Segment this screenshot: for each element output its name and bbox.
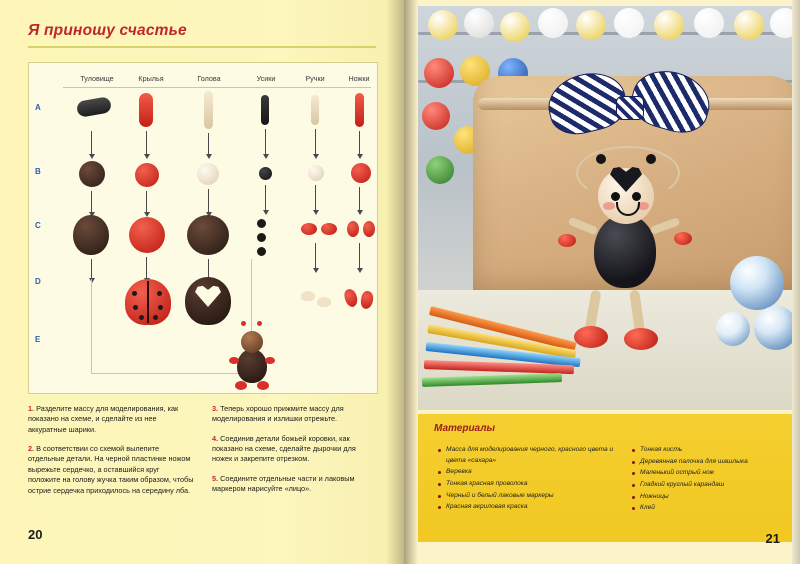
abacus-bead <box>500 12 530 42</box>
clay-piece-legs-a <box>355 93 364 127</box>
instruction-step-2-text: В соответствии со схемой вылепите отдельные детали. На черной пластинке ножом вырежьте сердечко, а оставшийся круг положите на голову жучка таким образом, чтобы острие сердечка приходилось на середину лба. <box>28 444 194 495</box>
clay-ball-head-b <box>197 163 219 185</box>
ladybug-eye-left <box>611 192 620 201</box>
title-divider <box>28 46 376 48</box>
ladybug-foot-right <box>624 328 658 350</box>
abacus-bead <box>464 8 494 38</box>
schema-column-header-body: Туловище <box>80 74 114 83</box>
schema-arrow-wings-ab <box>146 131 147 155</box>
instruction-step-5 <box>212 474 378 495</box>
instruction-step-4-text: Соединив детали божьей коровки, как показано на схеме, сделайте дырочки для ножек и закрепите отрезком. <box>212 433 356 464</box>
schema-column-header-legs: Ножки <box>348 74 370 83</box>
ladybug-body <box>594 214 656 288</box>
materials-column-1 <box>438 445 618 514</box>
clay-ball-wings-b <box>135 163 159 187</box>
ladybug-foot-left <box>574 326 608 348</box>
clay-shape-antennae-c3 <box>257 247 266 256</box>
abacus-bead <box>614 8 644 38</box>
clay-shape-antennae-c2 <box>257 233 266 242</box>
materials-box <box>418 414 800 542</box>
materials-column-2 <box>632 445 800 515</box>
right-page <box>404 0 800 564</box>
bow-knot <box>616 96 644 120</box>
clay-shape-legs-c2 <box>363 221 375 237</box>
final-figure-head <box>241 331 263 353</box>
material-item: Клей <box>632 503 800 514</box>
instruction-step-1-number: 1. <box>28 404 35 413</box>
material-item: Тонкая кисть <box>632 445 800 456</box>
wing-dot-2 <box>133 305 138 310</box>
material-item: Маленький острый нож <box>632 468 800 479</box>
glass-marble <box>730 256 784 310</box>
schema-arrow-head-ab <box>208 133 209 155</box>
schema-arrow-head-bc <box>208 189 209 213</box>
final-figure-antenna-right <box>257 321 262 326</box>
schema-route-vertical-right <box>251 259 252 333</box>
instruction-step-3-text: Теперь хорошо прижмите массу для моделирования и излишки отрежьте. <box>212 404 344 424</box>
glass-marble <box>716 312 750 346</box>
clay-piece-arms-a <box>311 95 319 125</box>
page-edge <box>792 0 800 564</box>
abacus-bead <box>538 8 568 38</box>
schema-arrow-arms-cd <box>315 243 316 269</box>
final-figure-antenna-left <box>241 321 246 326</box>
material-item: Ножницы <box>632 492 800 503</box>
schema-column-header-head: Голова <box>197 74 221 83</box>
instruction-step-3-number: 3. <box>212 404 219 413</box>
ladybug-antenna-right <box>646 154 656 164</box>
abacus-bead <box>428 10 458 40</box>
materials-title: Материалы <box>434 423 495 434</box>
instruction-step-5-number: 5. <box>212 473 219 483</box>
schema-route-horizontal <box>91 373 251 374</box>
abacus-bead <box>422 102 450 130</box>
abacus-bead <box>734 10 764 40</box>
clay-shape-arms-d2 <box>317 297 331 307</box>
schema-row-label-c: C <box>35 221 41 230</box>
ladybug-hand-right <box>674 232 692 245</box>
material-item: Красная акриловая краска <box>438 502 618 513</box>
abacus-bead <box>694 8 724 38</box>
ladybug-cheek-left <box>603 202 615 210</box>
clay-shape-arms-c1 <box>301 223 317 235</box>
schema-header-rule <box>63 87 371 88</box>
material-item: Тонкая красная проволока <box>438 479 618 490</box>
schema-arrow-body-cd <box>91 259 92 279</box>
wing-dot-1 <box>132 291 137 296</box>
schema-column-header-antennae: Усики <box>256 74 276 83</box>
clay-shape-legs-c1 <box>347 221 359 237</box>
schema-arrow-legs-bc <box>359 187 360 211</box>
instructions-column-right <box>212 404 378 504</box>
material-item: Черный и белый лаковые маркеры <box>438 491 618 502</box>
clay-piece-head-a <box>204 91 213 129</box>
clay-shape-wings-c <box>129 217 165 253</box>
instruction-step-4 <box>212 434 378 465</box>
clay-ball-body-b <box>79 161 105 187</box>
clay-shape-antennae-c1 <box>257 219 266 228</box>
wing-dot-5 <box>158 305 163 310</box>
material-item: Масса для моделирования черного, красного цвета и цвета «сахара» <box>438 445 618 466</box>
clay-ball-legs-b <box>351 163 371 183</box>
schema-row-label-e: E <box>35 335 41 344</box>
page-number-right: 21 <box>765 531 780 546</box>
clay-ball-arms-b <box>308 165 324 181</box>
abacus-bead <box>654 10 684 40</box>
project-photograph <box>418 6 800 410</box>
schema-column-header-arms: Ручки <box>305 74 325 83</box>
ladybug-hand-left <box>558 234 576 247</box>
clay-shape-head-c <box>187 215 229 255</box>
schema-arrow-body-ab <box>91 131 92 155</box>
schema-row-label-d: D <box>35 277 41 286</box>
schema-arrow-body-bc <box>91 191 92 213</box>
schema-column-header-wings: Крылья <box>138 74 164 83</box>
instructions-column-left <box>28 404 194 505</box>
schema-arrow-legs-cd <box>359 243 360 269</box>
clay-piece-body-a <box>76 96 112 118</box>
wing-dot-4 <box>157 291 162 296</box>
clay-shape-body-c <box>73 215 109 255</box>
instruction-step-4-number: 4. <box>212 433 219 443</box>
instruction-step-2-number: 2. <box>28 444 35 454</box>
instruction-step-3 <box>212 404 378 425</box>
page-title: Я приношу счастье <box>28 22 187 39</box>
clay-piece-antennae-a <box>261 95 269 125</box>
final-figure-arm-left <box>229 357 239 364</box>
instruction-step-5-text: Соедините отдельные части и лаковым маркером нарисуйте «лицо». <box>212 473 355 494</box>
schema-arrow-antennae-ab <box>265 129 266 155</box>
schema-arrow-wings-bc <box>146 191 147 213</box>
schema-arrow-wings-cd <box>146 257 147 279</box>
instruction-step-2 <box>28 444 194 496</box>
schema-arrow-antennae-bc <box>265 185 266 211</box>
final-figure-body <box>237 349 267 383</box>
assembly-schema-panel <box>28 62 378 394</box>
schema-row-label-b: B <box>35 167 41 176</box>
abacus-bead <box>576 10 606 40</box>
clay-ball-antennae-b <box>259 167 272 180</box>
checkered-bow <box>548 66 718 156</box>
schema-row-label-a: A <box>35 103 41 112</box>
schema-arrow-legs-ab <box>359 131 360 155</box>
wing-dot-6 <box>153 315 158 320</box>
clay-piece-wings-a <box>139 93 153 127</box>
wing-dot-3 <box>139 315 144 320</box>
abacus-bead <box>424 58 454 88</box>
clay-shape-arms-d1 <box>301 291 315 301</box>
schema-arrow-head-cd <box>208 259 209 279</box>
material-item: Веревка <box>438 467 618 478</box>
material-item: Гладкий круглый карандаш <box>632 480 800 491</box>
ladybug-eye-right <box>632 192 641 201</box>
final-figure-leg-right <box>257 381 269 390</box>
ladybug-antenna-left <box>596 154 606 164</box>
final-figure-leg-left <box>235 381 247 390</box>
wing-split-line <box>147 281 149 323</box>
clay-shape-legs-d1 <box>343 288 359 308</box>
schema-route-vertical-left <box>91 279 92 373</box>
final-figure-arm-right <box>265 357 275 364</box>
schema-arrow-arms-ab <box>315 129 316 155</box>
page-number-left: 20 <box>28 527 43 542</box>
schema-arrow-arms-bc <box>315 185 316 211</box>
abacus-bead <box>426 156 454 184</box>
material-item: Деревянная палочка для шашлыка <box>632 457 800 468</box>
instruction-step-1-text: Разделите массу для моделирования, как показано на схеме, и сделайте из нее аккуратные шарики. <box>28 404 179 434</box>
clay-shape-legs-d2 <box>359 290 374 310</box>
clay-shape-arms-c2 <box>321 223 337 235</box>
instruction-step-1 <box>28 404 194 435</box>
